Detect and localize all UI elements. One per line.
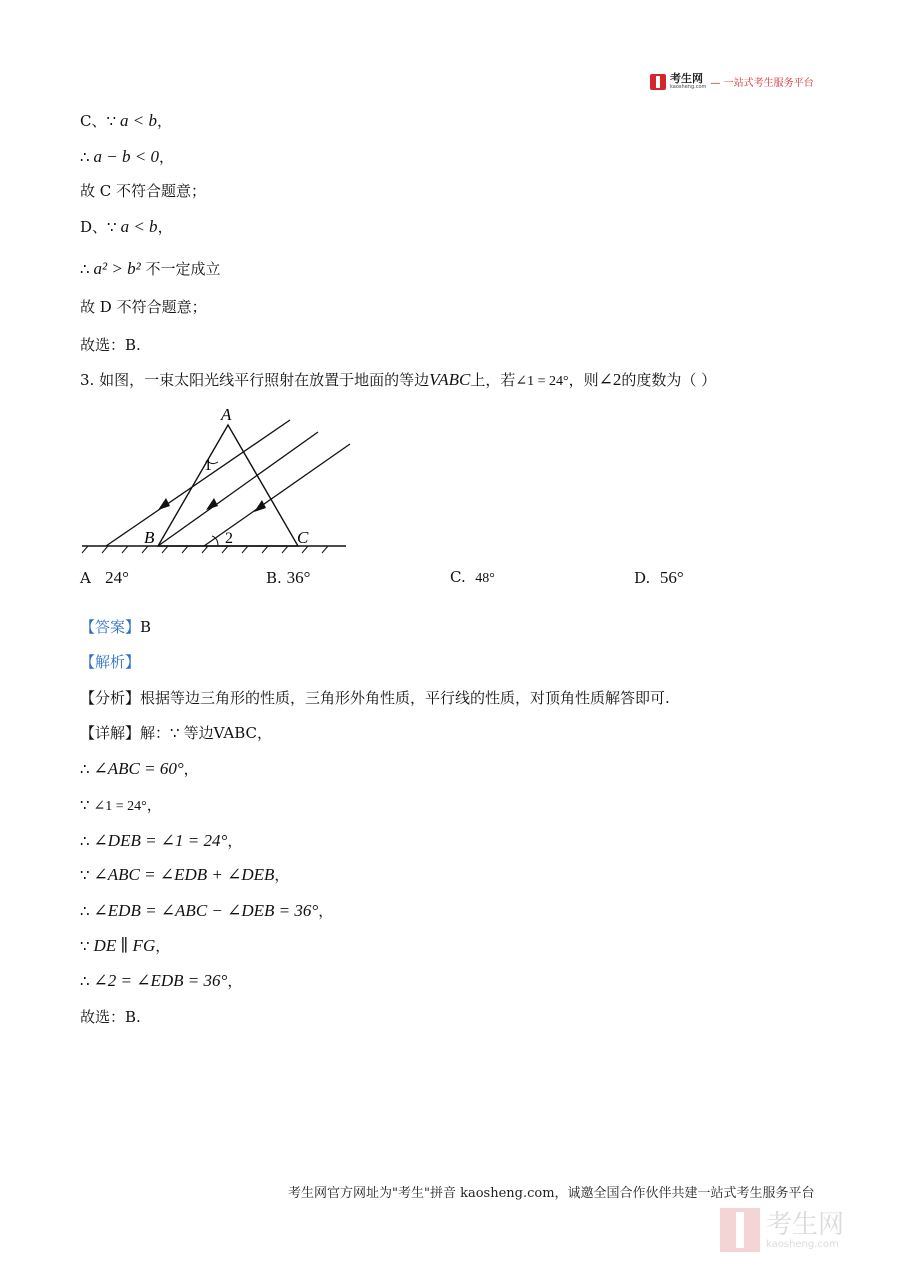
- watermark-text: 考生网: [766, 1209, 845, 1240]
- line-c-result: 故 C 不符合题意；: [80, 182, 207, 200]
- label-b: B: [144, 528, 155, 547]
- analysis-tag: 【解析】: [80, 653, 141, 671]
- final-choice: 故选：B.: [80, 1008, 141, 1026]
- ground-hatch: [82, 546, 328, 553]
- line-c-cond: C、∵ a < b，: [80, 111, 173, 130]
- line-d-concl: ∴ a² > b² 不一定成立: [80, 259, 221, 278]
- option-b: B. 36°: [266, 568, 311, 587]
- header-logo: [650, 73, 814, 90]
- line-c-concl: ∴ a − b < 0，: [80, 147, 175, 166]
- logo-sub: kaosheng.com: [670, 84, 707, 90]
- step-4: ∵ ∠ABC = ∠EDB + ∠DEB，: [80, 865, 290, 884]
- watermark: [720, 1208, 844, 1252]
- line-d-cond: D、∵ a < b，: [80, 217, 173, 236]
- answer-line: 【答案】B: [80, 618, 152, 636]
- analysis-fenxi: 【分析】根据等边三角形的性质，三角形外角性质，平行线的性质，对顶角性质解答即可.: [80, 689, 670, 707]
- watermark-logo-icon: [720, 1208, 760, 1252]
- option-d: D. 56°: [634, 568, 684, 587]
- options-row: [80, 568, 780, 590]
- step-1: ∴ ∠ABC = 60°，: [80, 759, 199, 778]
- option-a: A 24°: [80, 568, 129, 587]
- step-2: ∵ ∠1 = 24°，: [80, 796, 162, 814]
- triangle-abc: [158, 425, 298, 546]
- line-d-result: 故 D 不符合题意；: [80, 298, 207, 316]
- footer-text: 考生网官方网址为"考生"拼音 kaosheng.com，诚邀全国合作伙伴共建一站式考生服务平台: [288, 1186, 815, 1201]
- header-slogan: — 一站式考生服务平台: [710, 78, 814, 89]
- watermark-sub: kaosheng.com: [766, 1238, 839, 1250]
- label-2: 2: [225, 530, 233, 547]
- option-c: C. 48°: [450, 568, 495, 586]
- step-7: ∴ ∠2 = ∠EDB = 36°，: [80, 971, 243, 990]
- analysis-xiangjie: 【详解】解：∵ 等边VABC，: [80, 724, 273, 742]
- arrow-3: [254, 500, 266, 512]
- ray-1: [106, 420, 290, 546]
- arrow-1: [158, 498, 170, 510]
- ray-2: [158, 432, 318, 546]
- question-3: 3. 如图，一束太阳光线平行照射在放置于地面的等边VABC上，若∠1 = 24°，则∠2的度数为（ ）: [80, 370, 717, 389]
- step-3: ∴ ∠DEB = ∠1 = 24°，: [80, 831, 243, 850]
- line-choice-1: 故选：B.: [80, 336, 141, 354]
- logo-icon: [650, 74, 666, 90]
- label-a: A: [221, 405, 232, 424]
- label-1: 1: [204, 457, 212, 474]
- step-5: ∴ ∠EDB = ∠ABC − ∠DEB = 36°，: [80, 901, 334, 920]
- triangle-sunlight-figure: [78, 400, 358, 560]
- label-c: C: [297, 528, 309, 547]
- logo-text: 考生网: [670, 72, 703, 85]
- step-6: ∵ DE ∥ FG，: [80, 936, 171, 955]
